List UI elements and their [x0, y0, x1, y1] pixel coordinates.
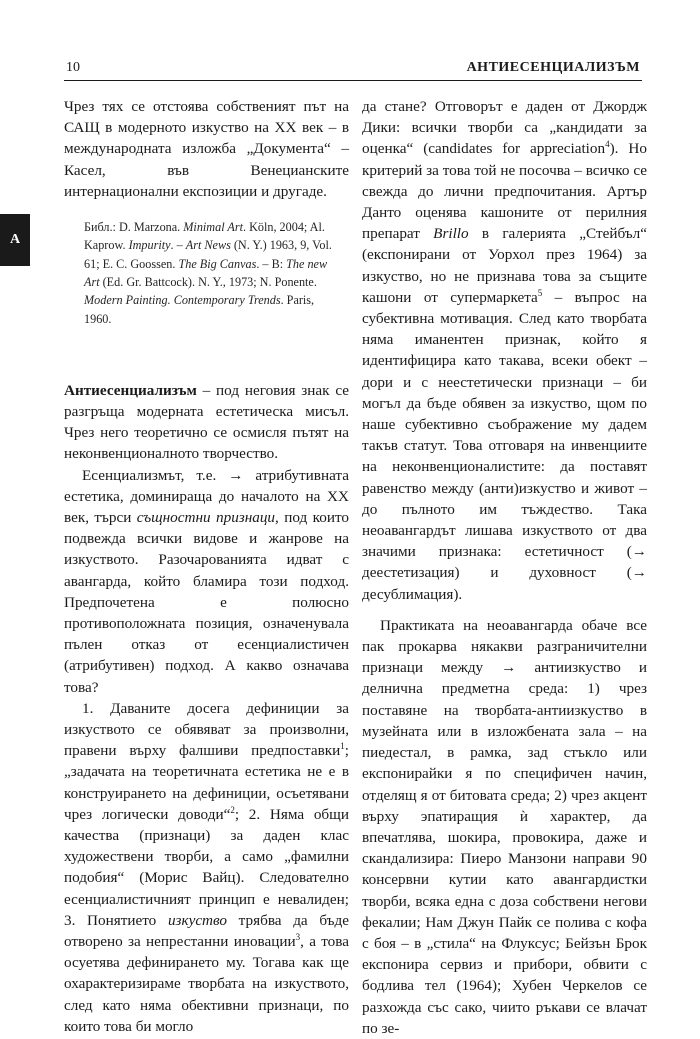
biblio-text: (N. Y.) 1963, 9, Vol. 61; E. C. Goossen.	[84, 238, 332, 271]
footnote-ref: 2	[230, 804, 235, 815]
biblio-text: . –	[170, 238, 186, 253]
paragraph-text: 1. Даваните досега дефиниции за изкуството се обявяват за произволни, правени върху фалшиви предпоставки	[64, 699, 349, 760]
section-letter-tab: А	[0, 214, 30, 266]
biblio-title: The Big Canvas	[178, 256, 257, 271]
entry-term: Антиесенциализъм	[64, 381, 197, 399]
biblio-text: Библ.: D. Marzona.	[84, 220, 184, 235]
paragraph-text: да стане? Отговорът е даден от Джордж Дики: всички творби са „кандидати за оценка“ (candidates for appreciation	[362, 98, 647, 158]
continuation-paragraph	[362, 96, 647, 605]
biblio-text: (Ed. Gr. Battcock). N. Y., 1973; N. Ponente.	[99, 274, 317, 289]
bibliography	[84, 218, 341, 328]
neo-avantgarde-paragraph: Практиката на неоавангарда обаче все пак прокарва някакви разграничителни признаци между → антиизкуство и делнична предметна среда: 1) чрез поставяне на творбата-антиизкуство в музейната или в изложбената зала – на пиедестал, в рамка, зад стъкло или експонирайки я по специфичен начин, отделящ я от битовата среда; 2) чрез акцент върху эпатиращия ѝ характер, да впечатлява, шокира, провокира, даже и скандализира: Пиеро Манзони направи 90 консервни кутии като авангардистки творби, всяка една с доза собствени негови фекалии; Нам Джун Пайк се полива с кофа с боя – в „стила“ на Флуксус; Бейзън Брок експонира сервиз и прибори, обвити с бодлива тел (1964); Хубен Черкелов се разхожда със сако, чиито ръкави се влачат по зе-	[362, 616, 647, 1037]
biblio-title: Art News	[185, 238, 231, 253]
right-column	[362, 96, 647, 1039]
paragraph-text: , под които подвежда всички видове и жанрове на изкуството. Разочарованията идват с авангарда, който бламира този подход. Предпочетена е полюсно противоположната позиция, означенувала пълен отказ от есенциалистичен (атрибутивен) подход. А какво означава това?	[64, 509, 349, 696]
biblio-text: . – В:	[256, 256, 287, 271]
essentialism-paragraph	[64, 465, 349, 698]
emphasis-text: Brillo	[433, 225, 469, 243]
header-rule	[64, 80, 642, 81]
biblio-text: . Köln, 2004; Al. Kaprow.	[84, 220, 325, 253]
footnote-ref: 5	[537, 287, 543, 298]
emphasis-text: изкуство	[167, 911, 228, 929]
paragraph-text: ; „задачата на теоретичната естетика не е в конструирането на дефиниции, осъетявани чрез логически доводи“	[64, 742, 349, 823]
biblio-title: The new Art	[84, 256, 328, 289]
biblio-text: . Paris, 1960.	[84, 293, 315, 326]
paragraph-text: ; 2. Няма общи качества (признаци) за даден клас художествени творби, а само „фамилни подобия“ (Морис Вайц). Следователно есенциалистичният принцип е невалиден; 3. Понятието	[64, 805, 349, 929]
footnote-ref: 3	[295, 932, 301, 943]
paragraph-text: Есенциализмът, т.е. → атрибутивната естетика, доминираща до началото на ХХ век, търси	[64, 466, 349, 527]
biblio-title: Minimal Art	[183, 220, 243, 235]
running-head: АНТИЕСЕНЦИАЛИЗЪМ	[466, 60, 640, 75]
paragraph-text: ). Но критерий за това той не посочва – всичко се свежда до лични предпочитания. Артър Данто оценява кашоните от перилния препарат	[362, 140, 647, 243]
paragraph-text: – въпрос на субективна мотивация. След като творбата няма иманентен признак, който я идентифицира като такава, всеки обект – дори и с неестетически признаци – би могъл да бъде обявен за изкуство, щом по наше субективно съображение му дадем такъв статут. Това отговаря на инвенциите на неконвенционалистите: да поставят равенство между (анти)изкуство и живот – до пълното им тъждество. Така неоавангардът лишава изкуството от два значими признака: естетичност (→ деестетизация) и духовност (→ десублимация).	[362, 288, 647, 603]
left-column	[64, 96, 349, 1037]
paragraph-text: в галерията „Стейбъл“ (експонирани от Уорхол през 1964) за изкуство, но не признава това за същите кашони от супермаркета	[362, 225, 647, 306]
paragraph-text: , а това осуетява дефинирането му. Тогава как ще охарактеризираме творбата на изкуството, след като няма обективни признаци, по които това би могло	[64, 933, 349, 1035]
footnote-ref: 4	[605, 139, 610, 150]
biblio-title: Impurity	[128, 238, 171, 253]
footnote-ref: 1	[340, 741, 345, 752]
emphasis-text: същностни признаци	[136, 509, 276, 527]
numbered-points-paragraph	[64, 698, 349, 1037]
page-number: 10	[66, 60, 80, 75]
paragraph-text: трябва да бъде отворено за непрестанни иновации	[64, 911, 350, 951]
paragraph-text: – под неговия знак се разгръща модерната естетическа мисъл. Чрез него теоретично се осмисля пътят на неконвенционалното творчество.	[64, 381, 349, 463]
biblio-title: Modern Painting. Contemporary Trends	[84, 293, 281, 308]
entry-definition-paragraph	[64, 380, 349, 465]
intro-paragraph: Чрез тях се отстоява собственият път на САЩ в модерното изкуство на ХХ век – в международната изложба „Документа“ – Касел, във Венецианските интернационални експозиции и другаде.	[64, 98, 349, 200]
